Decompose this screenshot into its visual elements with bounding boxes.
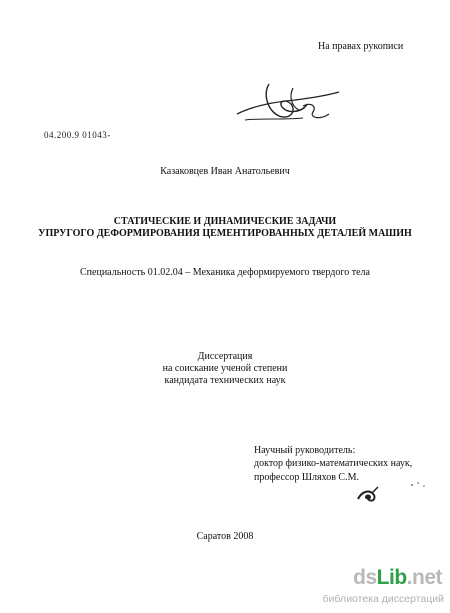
watermark-subtitle: библиотека диссертаций — [322, 593, 444, 605]
dslib-watermark[interactable] — [308, 566, 450, 613]
supervisor-signature — [350, 477, 430, 509]
author-name: Казаковцев Иван Анатольевич — [160, 166, 290, 177]
supervisor-label: Научный руководитель: — [254, 445, 356, 456]
title-line-2: УПРУГОГО ДЕФОРМИРОВАНИЯ ЦЕМЕНТИРОВАННЫХ ДЕТАЛЕЙ МАШИН — [38, 228, 412, 239]
archive-number-stamp: 04.200.9 01043- — [44, 130, 111, 140]
watermark-logo — [353, 566, 442, 590]
dissertation-label: Диссертация — [197, 351, 253, 362]
watermark-logo-suffix: .net — [406, 566, 442, 589]
watermark-logo-prefix: ds — [353, 566, 377, 589]
rights-notice: На правах рукописи — [318, 41, 404, 52]
degree-name: кандидата технических наук — [164, 375, 286, 386]
handwritten-signature — [233, 76, 343, 128]
degree-purpose: на соискание ученой степени — [162, 363, 288, 374]
title-line-1: СТАТИЧЕСКИЕ И ДИНАМИЧЕСКИЕ ЗАДАЧИ — [113, 216, 337, 227]
city-year: Саратов 2008 — [196, 531, 254, 542]
supervisor-degree: доктор физико-математических наук, — [254, 458, 413, 469]
watermark-logo-accent: Lib — [376, 566, 407, 589]
supervisor-name: профессор Шляхов С.М. — [254, 472, 359, 483]
specialty: Специальность 01.02.04 – Механика деформируемого твердого тела — [80, 267, 370, 278]
